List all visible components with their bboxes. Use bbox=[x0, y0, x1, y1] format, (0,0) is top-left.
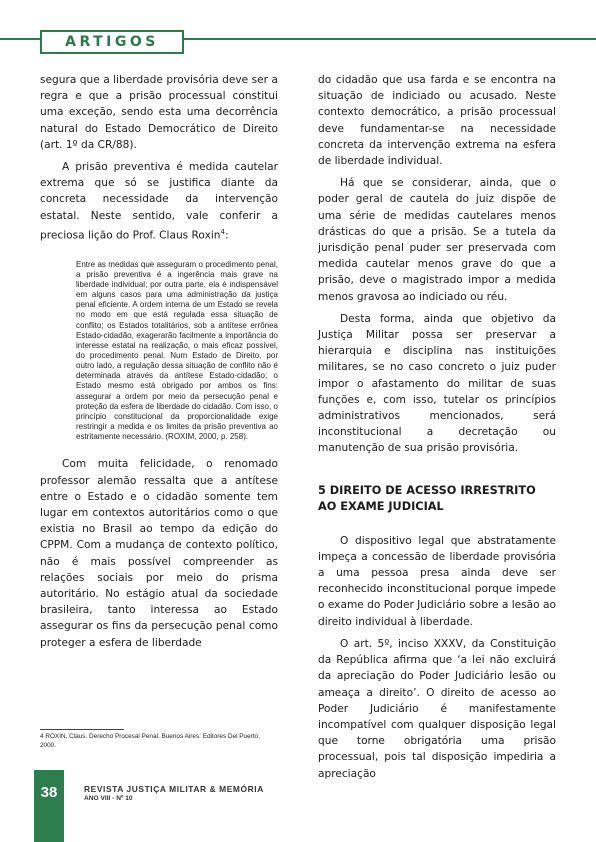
section-heading: 5 DIREITO DE ACESSO IRRESTRITO AO EXAME JUDICIAL bbox=[318, 483, 536, 513]
page-number-box bbox=[34, 770, 64, 842]
paragraph: Com muita felicidade, o renomado professor alemão ressalta que a antítese entre o Estado e o cidadão somente tem lugar em contextos autoritários como o que existia no Brasil ao tempo da edição do CPPM. Com a mudança de contexto político, não é mais possível compreender as relações sociais por meio do prisma autoritário. No estágio atual da sociedade brasileira, tanto interessa ao Estado assegurar os fins da persecução penal como proteger a esfera de liberdade bbox=[40, 458, 278, 649]
footnote-text: ROXIN, Claus. Derecho Procesal Penal. Buenos Aires: Editores Del Puerto, 2000. bbox=[40, 733, 260, 749]
punctuation: : bbox=[225, 229, 229, 242]
paragraph-text: A prisão preventiva é medida cautelar extrema que só se justifica diante da concreta necessidade da intervenção estatal. Neste sentido, vale conferir a preciosa lição do Prof. Claus Roxin bbox=[40, 161, 278, 242]
footnote-number: 4 bbox=[40, 733, 44, 740]
footnote-ref: 4 bbox=[220, 227, 225, 236]
paragraph: segura que a liberdade provisória deve ser a regra e que a prisão processual constitui uma exceção, sendo esta uma decorrência natural do Estado Democrático de Direito (art. 1º da CR/88). bbox=[40, 74, 278, 151]
left-column bbox=[40, 72, 278, 651]
page-number: 38 bbox=[40, 784, 58, 801]
paragraph: Há que se considerar, ainda, que o poder geral de cautela do juiz dispõe de uma série de medidas cautelares menos drásticas do que a prisão. Se a tutela da jurisdição penal puder ser preservada com medida cautelar menos grave do que a prisão, deve o magistrado impor a medida menos gravosa ao indiciado ou réu. bbox=[318, 177, 556, 303]
section-label: ARTIGOS bbox=[40, 30, 184, 54]
paragraph: O art. 5º, inciso XXXV, da Constituição da República afirma que ‘a lei não excluirá da apreciação do Poder Judiciário lesão ou ameaça a direito’. O direito de acesso ao Poder Judiciário é manifestamente incompatível com qualquer disposição legal que torne obrigatória uma prisão processual, pois tal disposição impediria a apreciação bbox=[318, 637, 556, 780]
paragraph: Desta forma, ainda que objetivo da Justiça Militar possa ser preservar a hierarquia e disciplina nas instituições militares, se no caso concreto o juiz puder impor o afastamento do militar de suas funções e, com isso, tutelar os princípios administrativos mencionados, será inconstitucional a decretação ou manutenção de sua prisão provisória. bbox=[318, 312, 556, 455]
journal-title: REVISTA JUSTIÇA MILITAR & MEMÓRIA bbox=[84, 784, 264, 794]
footnote bbox=[40, 733, 274, 750]
right-column bbox=[318, 72, 556, 782]
paragraph: do cidadão que usa farda e se encontra na situação de indiciado ou acusado. Neste contexto democrático, a prisão processual deve fundamentar-se na necessidade concreta da intervenção extrema na esfera de liberdade individual. bbox=[318, 74, 556, 168]
paragraph: O dispositivo legal que abstratamente impeça a concessão de liberdade provisória a uma pessoa presa ainda deve ser reconhecido inconstitucional porque impede o exame do Poder Judiciário sobre a lesão ao direito individual à liberdade. bbox=[318, 534, 556, 628]
paragraph bbox=[40, 159, 278, 244]
journal-issue: ANO VIII - Nº 10 bbox=[84, 795, 133, 802]
footnote-divider bbox=[40, 729, 124, 730]
block-quote: Entre as medidas que asseguram o procedimento penal, a prisão preventiva é a ingerência mais grave na liberdade individual; por outra parte, ela é indispensável em alguns casos para uma administração da justiça penal eficiente. A ordem interna de um Estado se revela no modo em que está regulada essa situação de conflito; os Estados totalitários, sob a antítese errônea Estado-cidadão, exagerarão facilmente a importância do interesse estatal na realização, o mais eficaz possível, do procedimento penal. Num Estado de Direito, por outro lado, a regulação dessa situação de conflito não é determinada através da antítese Estado-cidadão; o Estado mesmo está obrigado por ambos os fins: assegurar a ordem por meio da persecução penal e proteção da esfera de liberdade do cidadão. Com isso, o princípio constitucional da proporcionalidade exige restringir a medida e os limites da prisão preventiva ao estritamente necessário. (ROXIM, 2000, p. 258). bbox=[76, 259, 278, 442]
